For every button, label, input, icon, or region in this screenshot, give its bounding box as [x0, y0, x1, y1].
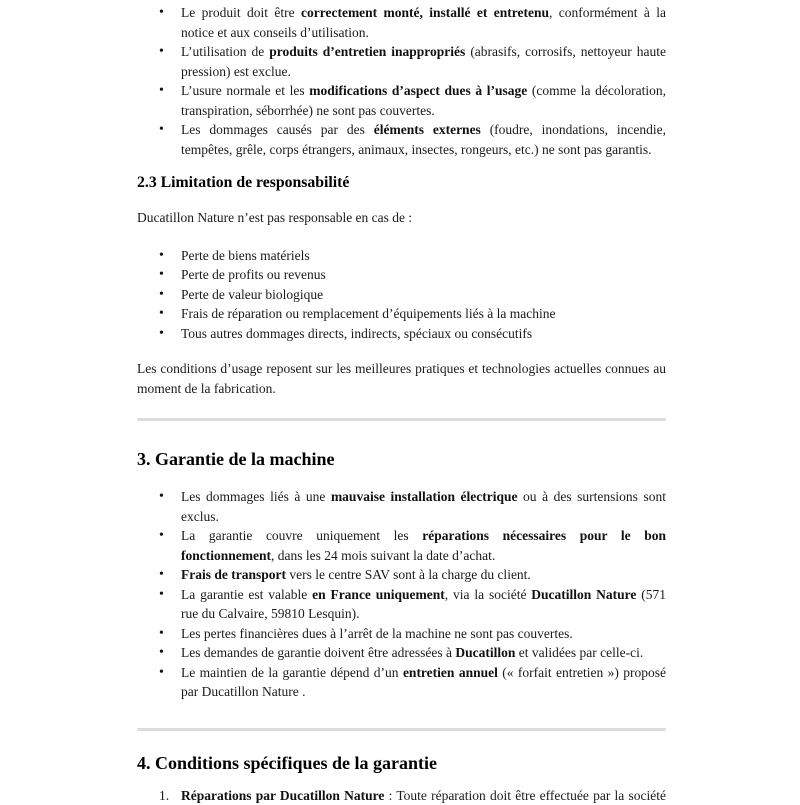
section-divider: [137, 418, 666, 421]
list-item: • Le maintien de la garantie dépend d’un entretien annuel (« forfait entretien ») proposé par Ducatillon Nature .: [137, 663, 666, 702]
section-3-heading: 3. Garantie de la machine: [137, 447, 666, 471]
document-content: [137, 0, 666, 805]
list-item: • Les dommages causés par des éléments externes (foudre, inondations, incendie, tempêtes, grêle, corps étrangers, animaux, insectes, rongeurs, etc.) ne sont pas garantis.: [137, 120, 666, 159]
list-item: • Les demandes de garantie doivent être adressées à Ducatillon et validées par celle-ci.: [137, 643, 666, 663]
list-item: • Tous autres dommages directs, indirects, spéciaux ou consécutifs: [137, 324, 666, 344]
list-item: • Les pertes financières dues à l’arrêt de la machine ne sont pas couvertes.: [137, 624, 666, 644]
limitation-list: [137, 246, 666, 344]
list-item: • Le produit doit être correctement monté, installé et entretenu, conformément à la notice et aux conseils d’utilisation.: [137, 3, 666, 42]
list-item: • L’utilisation de produits d’entretien inappropriés (abrasifs, corrosifs, nettoyeur haute pression) est exclue.: [137, 42, 666, 81]
list-item: • Perte de biens matériels: [137, 246, 666, 266]
list-item: • La garantie est valable en France uniquement, via la société Ducatillon Nature (571 rue du Calvaire, 59810 Lesquin).: [137, 585, 666, 624]
list-item: • Perte de profits ou revenus: [137, 265, 666, 285]
limitation-intro-paragraph: Ducatillon Nature n’est pas responsable en cas de :: [137, 208, 666, 228]
section-2-3-heading: 2.3 Limitation de responsabilité: [137, 172, 666, 193]
list-item: • Frais de réparation ou remplacement d’équipements liés à la machine: [137, 304, 666, 324]
list-item: • La garantie couvre uniquement les réparations nécessaires pour le bon fonctionnement, dans les 24 mois suivant la date d’achat.: [137, 526, 666, 565]
exclusions-list: [137, 3, 666, 159]
section-4-heading: 4. Conditions spécifiques de la garantie: [137, 751, 666, 775]
conditions-specifiques-list: [137, 786, 666, 805]
list-item: • Perte de valeur biologique: [137, 285, 666, 305]
section-divider-2: [137, 728, 666, 731]
limitation-outro-paragraph: Les conditions d’usage reposent sur les meilleures pratiques et technologies actuelles connues au moment de la fabrication.: [137, 359, 666, 398]
list-item: • Les dommages liés à une mauvaise installation électrique ou à des surtensions sont exclus.: [137, 487, 666, 526]
list-item: • L’usure normale et les modifications d’aspect dues à l’usage (comme la décoloration, transpiration, séborrhée) ne sont pas couvertes.: [137, 81, 666, 120]
list-item: 1. Réparations par Ducatillon Nature : Toute réparation doit être effectuée par la société: [137, 786, 666, 805]
list-item: • Frais de transport vers le centre SAV sont à la charge du client.: [137, 565, 666, 585]
garantie-machine-list: [137, 487, 666, 702]
